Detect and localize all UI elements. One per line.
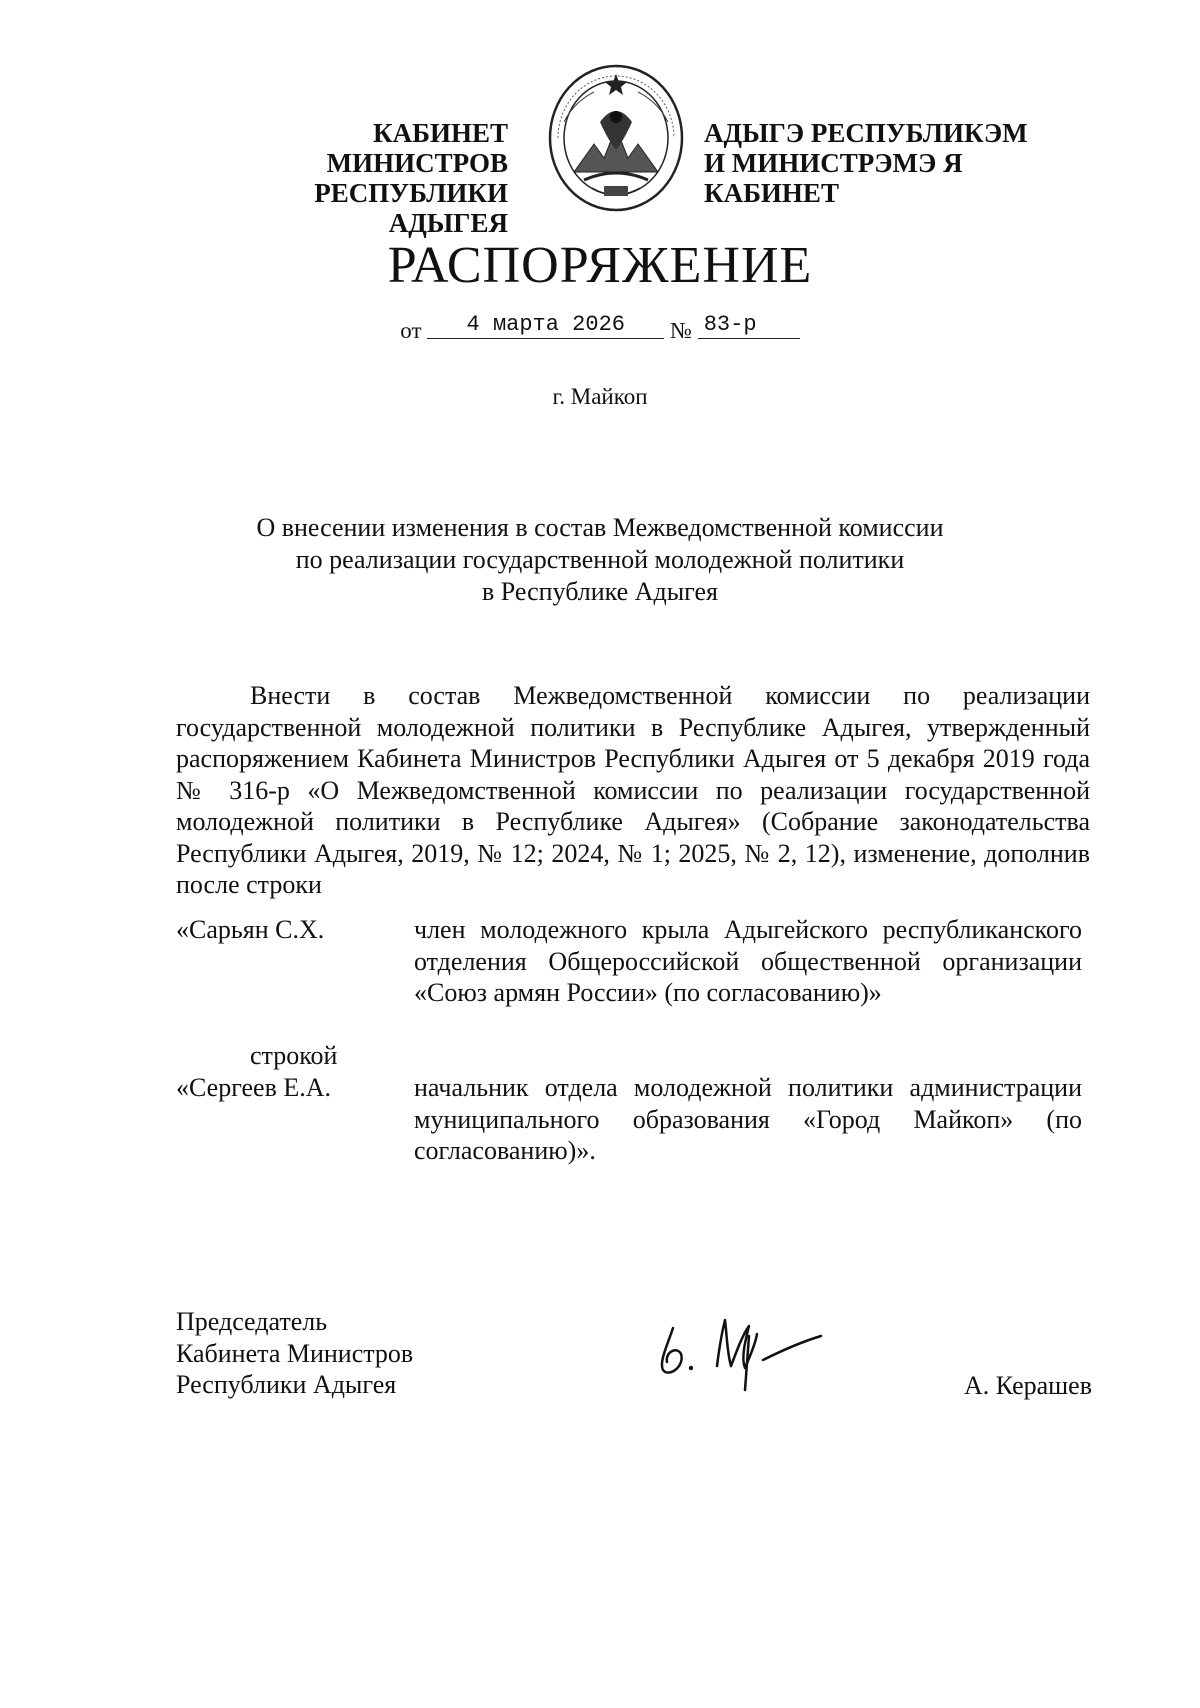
document-type: РАСПОРЯЖЕНИЕ [387,237,813,294]
date-number-line [0,312,1200,347]
header-right [704,118,1104,208]
date-prefix: от [400,318,422,343]
title-line3: в Республике Адыгея [482,577,718,606]
signatory-role [176,1306,413,1401]
coat-of-arms-icon [544,62,688,214]
title-line1: О внесении изменения в состав Межведомственной комиссии [256,513,944,542]
document-city: г. Майкоп [552,384,648,409]
header-right-line1: АДЫГЭ РЕСПУБЛИКЭМ [704,118,1028,148]
role-line3: Республики Адыгея [176,1370,397,1399]
document-date: 4 марта 2026 [427,312,664,339]
entry1-name: «Сарьян С.Х. [176,915,325,944]
entry1-description: член молодежного крыла Адыгейского республиканского отделения Общероссийской общественной организации «Союз армян России» (по согласованию)» [414,915,1082,1007]
header-left [192,118,508,238]
entry2-description: начальник отдела молодежной политики администрации муниципального образования «Город Майкоп» (по согласованию)». [414,1073,1082,1165]
role-line1: Председатель [176,1307,328,1336]
signatory-name: А. Керашев [963,1371,1092,1400]
document-number: 83-р [698,312,800,339]
entry2-name: «Сергеев Е.А. [176,1073,332,1102]
header-left-line2: РЕСПУБЛИКИ АДЫГЕЯ [314,178,508,238]
number-prefix: № [670,318,692,343]
header-right-line2: И МИНИСТРЭМЭ Я КАБИНЕТ [704,148,963,208]
role-line2: Кабинета Министров [176,1338,414,1368]
body-paragraph: Внести в состав Межведомственной комиссии по реализации государственной молодежной политики в Республике Адыгея, утвержденный распоряжением Кабинета Министров Республики Адыгея от 5 декабря 2019 года № 316-р «О Межведомственной комиссии по реализации государственной молодежной политики в Республике Адыгея» (Собрание законодательства Республики Адыгея, 2019, № 12; 2024, № 1; 2025, № 2, 12), изменение, дополнив после строки [176,681,1090,899]
title-line2: по реализации государственной молодежной политики [295,545,905,574]
handwritten-signature [645,1306,835,1396]
replace-word: строкой [250,1041,338,1070]
header-left-line1: КАБИНЕТ МИНИСТРОВ [326,118,508,178]
document-title [160,512,1040,608]
